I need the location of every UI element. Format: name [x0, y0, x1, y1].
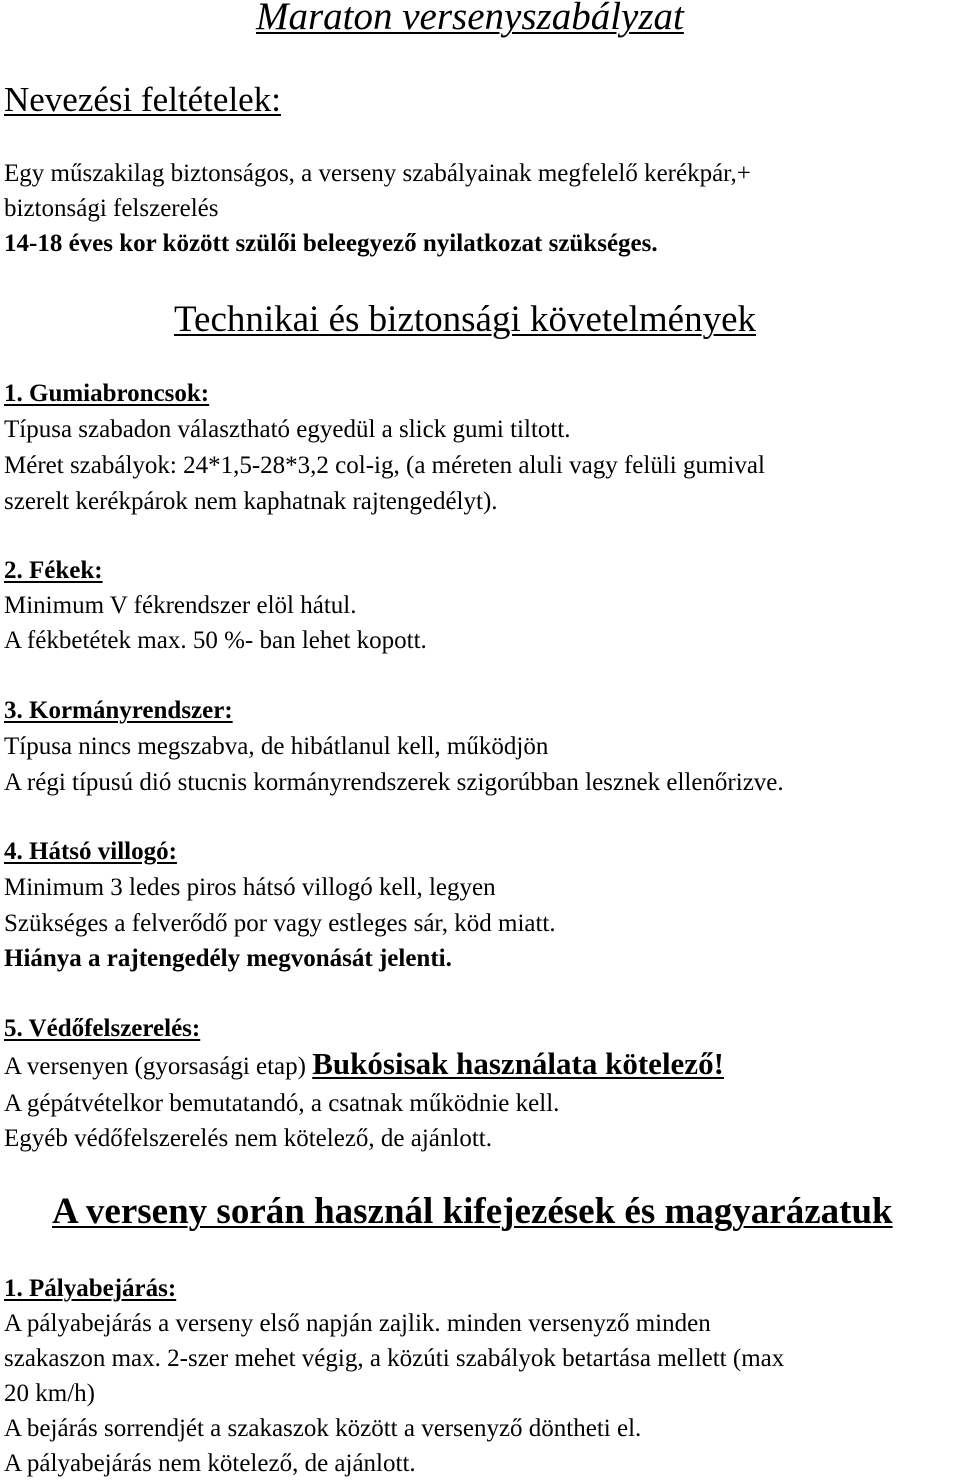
- brake-line: Minimum V fékrendszer elöl hátul.: [4, 592, 357, 619]
- track-walk-line: A pályabejárás a verseny első napján zajlik. minden versenyző minden: [4, 1310, 711, 1337]
- brake-line: A fékbetétek max. 50 %- ban lehet kopott.: [4, 627, 427, 654]
- rear-light-line: Minimum 3 ledes piros hátsó villogó kell, legyen: [4, 874, 496, 901]
- entry-line-2: biztonsági felszerelés: [4, 195, 219, 222]
- tire-line: Méret szabályok: 24*1,5-28*3,2 col-ig, (a méreten aluli vagy felüli gumival: [4, 452, 765, 479]
- steering-heading: 3. Kormányrendszer:: [4, 697, 233, 724]
- expressions-heading: A verseny során használ kifejezések és magyarázatuk: [52, 1191, 893, 1232]
- track-walk-line: 20 km/h): [4, 1380, 95, 1407]
- rear-light-line: Szükséges a felverődő por vagy estleges sár, köd miatt.: [4, 910, 556, 937]
- technical-heading: Technikai és biztonsági követelmények: [174, 299, 757, 340]
- tire-line: Típusa szabadon választható egyedül a slick gumi tiltott.: [4, 416, 571, 443]
- entry-line-3: 14-18 éves kor között szülői beleegyező nyilatkozat szükséges.: [4, 230, 658, 257]
- entry-heading: Nevezési feltételek:: [4, 80, 281, 119]
- tire-line: szerelt kerékpárok nem kaphatnak rajtengedélyt).: [4, 488, 498, 515]
- steering-line: Típusa nincs megszabva, de hibátlanul kell, működjön: [4, 733, 549, 760]
- steering-line: A régi típusú dió stucnis kormányrendszerek szigorúbban lesznek ellenőrizve.: [4, 769, 784, 796]
- track-walk-heading: 1. Pályabejárás:: [4, 1275, 177, 1302]
- protection-line-1: [4, 1046, 724, 1082]
- track-walk-line: szakaszon max. 2-szer mehet végig, a közúti szabályok betartása mellett (max: [4, 1345, 785, 1372]
- protection-line-prefix: A versenyen (gyorsasági etap): [4, 1053, 313, 1080]
- track-walk-line: A pályabejárás nem kötelező, de ajánlott.: [4, 1450, 416, 1477]
- tire-heading: 1. Gumiabroncsok:: [4, 380, 210, 407]
- protection-heading: 5. Védőfelszerelés:: [4, 1015, 201, 1042]
- helmet-mandatory-text: Bukósisak használata kötelező!: [312, 1046, 724, 1081]
- brake-heading: 2. Fékek:: [4, 557, 103, 584]
- track-walk-line: A bejárás sorrendjét a szakaszok között a versenyző döntheti el.: [4, 1415, 642, 1442]
- rear-light-warning: Hiánya a rajtengedély megvonását jelenti.: [4, 945, 452, 972]
- page-title: Maraton versenyszabályzat: [256, 0, 684, 38]
- rear-light-heading: 4. Hátsó villogó:: [4, 838, 177, 865]
- entry-line-1: Egy műszakilag biztonságos, a verseny szabályainak megfelelő kerékpár,+: [4, 160, 751, 187]
- protection-line: A gépátvételkor bemutatandó, a csatnak működnie kell.: [4, 1090, 560, 1117]
- protection-line: Egyéb védőfelszerelés nem kötelező, de ajánlott.: [4, 1125, 492, 1152]
